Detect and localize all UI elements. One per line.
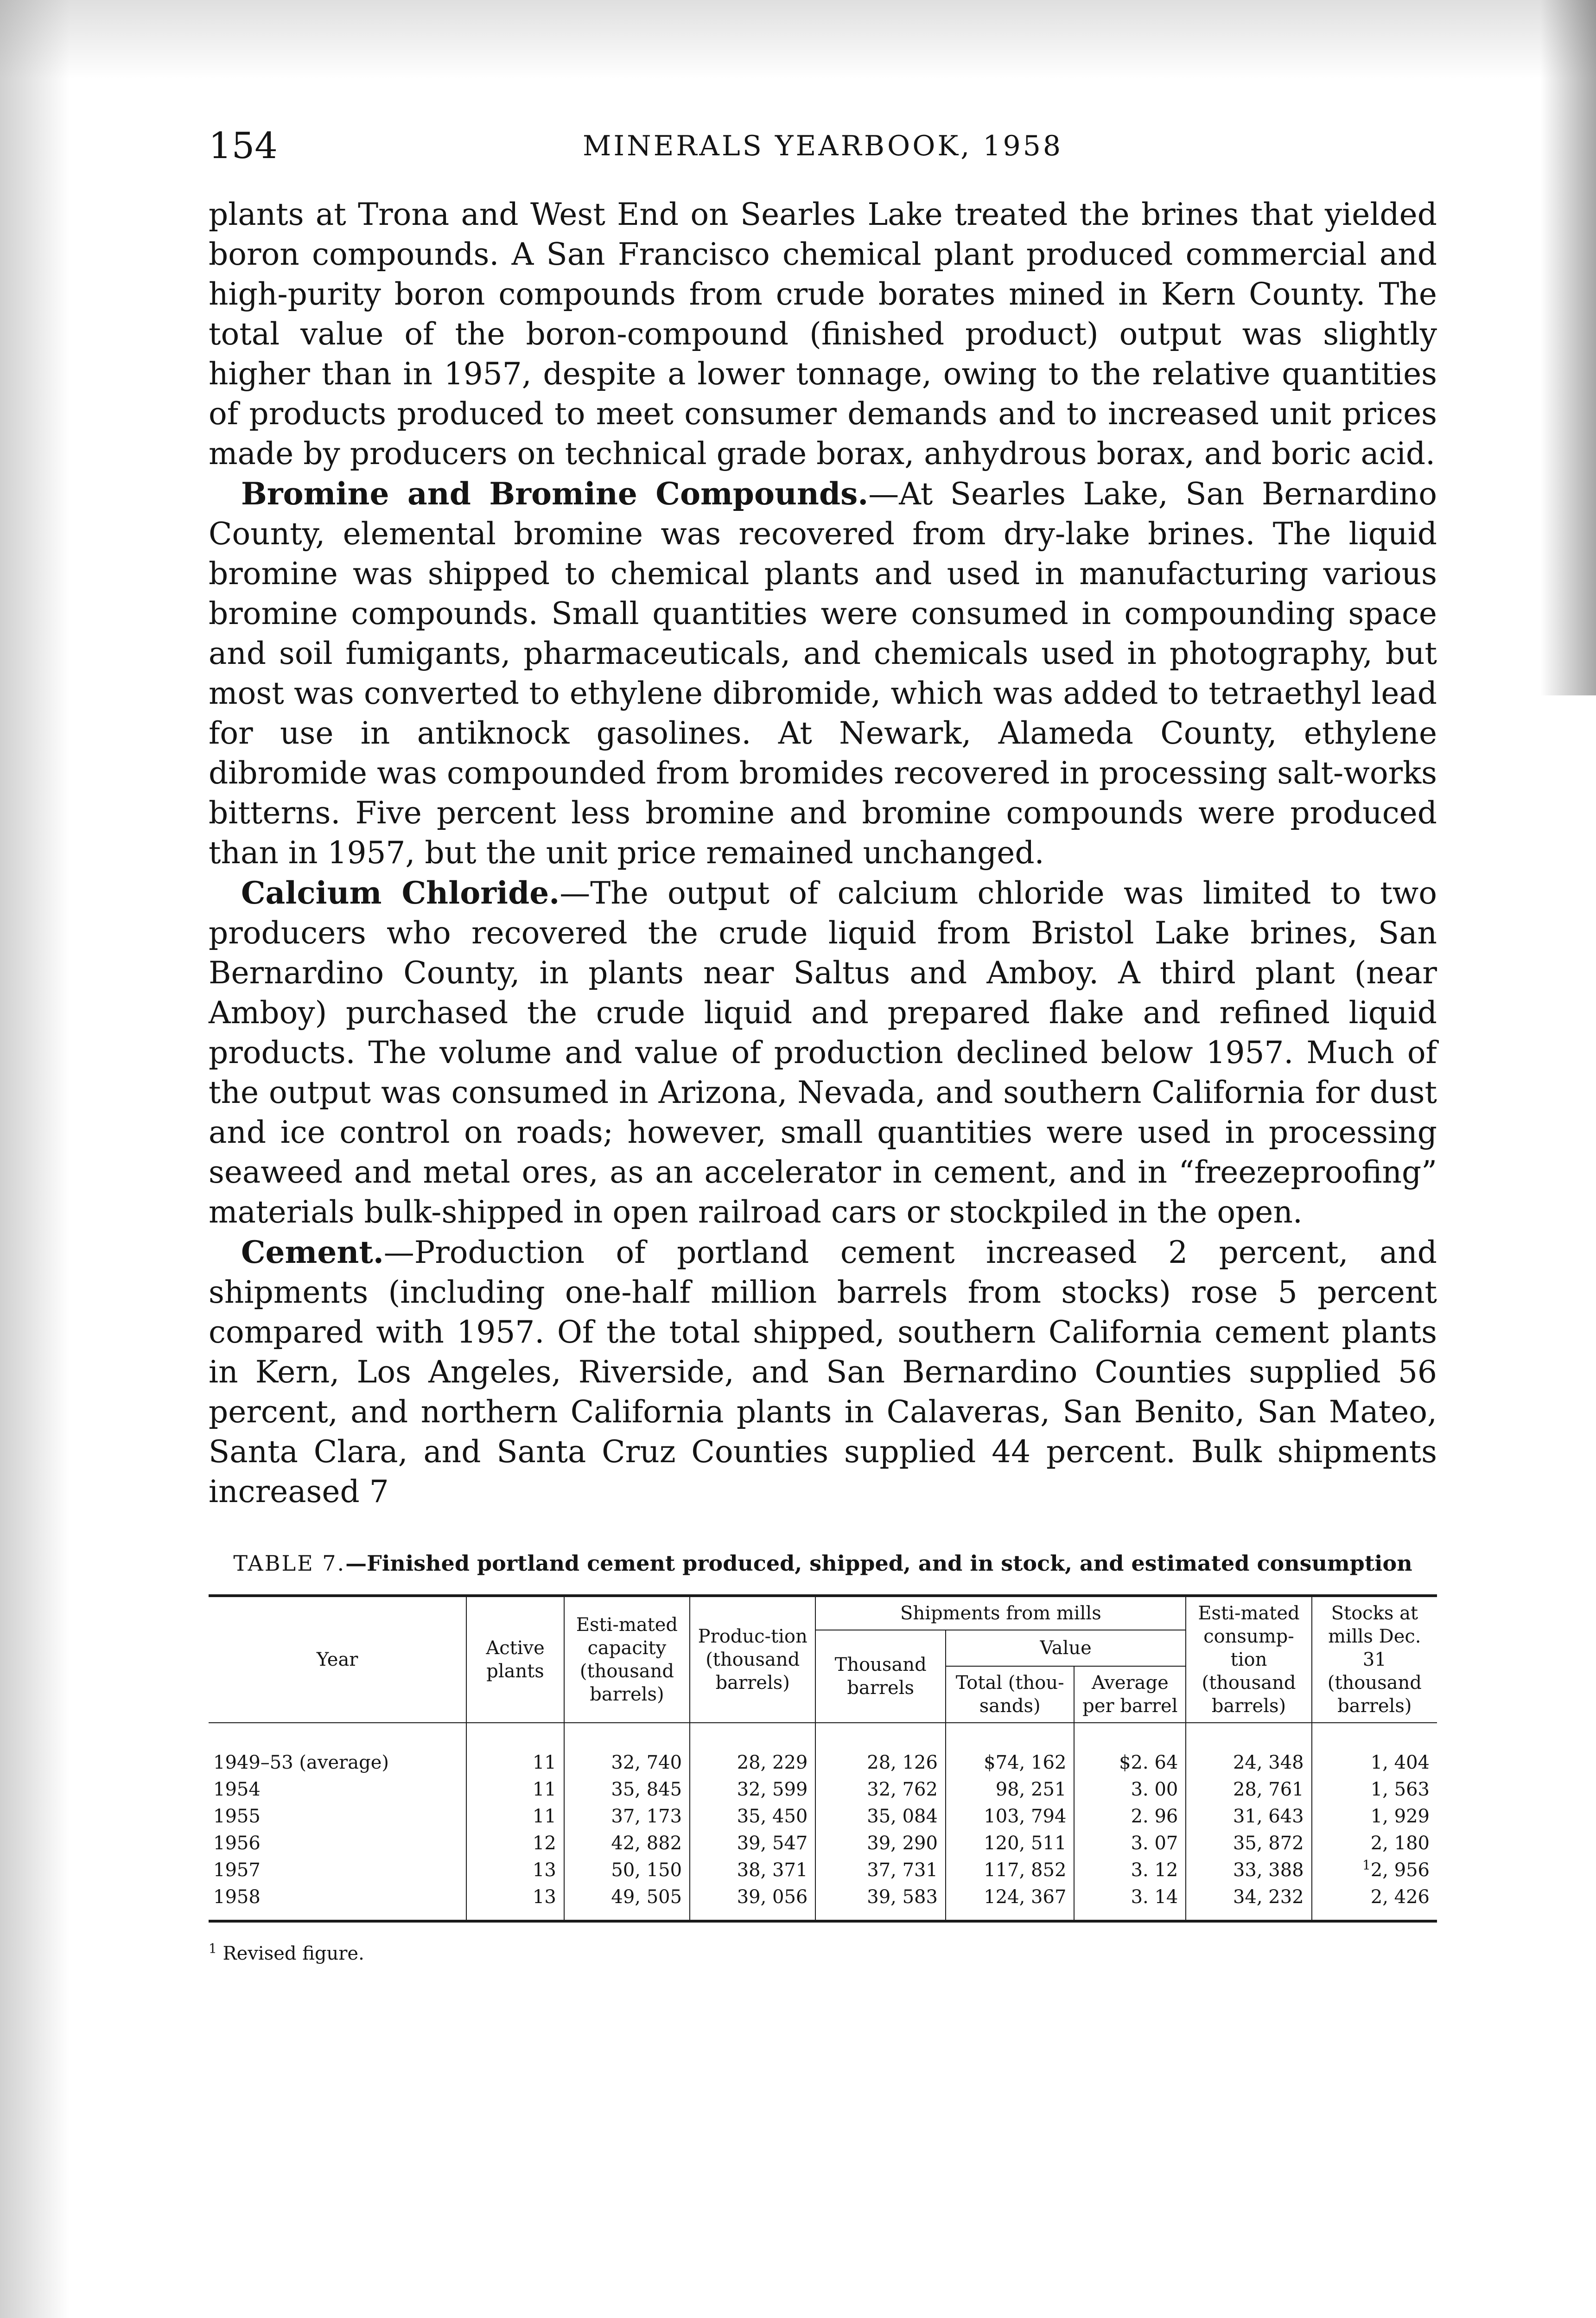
table-row bbox=[209, 1884, 1437, 1921]
cell-capacity: 49, 505 bbox=[564, 1884, 690, 1921]
cell-consumption: 24, 348 bbox=[1186, 1723, 1311, 1776]
cell-value-total: 117, 852 bbox=[946, 1857, 1074, 1884]
running-head bbox=[209, 116, 1437, 195]
header-capacity: Esti-mated capacity (thousand barrels) bbox=[564, 1596, 690, 1723]
cell-value-average: 3. 07 bbox=[1074, 1830, 1186, 1857]
cell-production: 35, 450 bbox=[690, 1803, 815, 1830]
cell-consumption: 31, 643 bbox=[1186, 1803, 1311, 1830]
header-production: Produc-tion (thousand barrels) bbox=[690, 1596, 815, 1723]
cell-value-average: 3. 14 bbox=[1074, 1884, 1186, 1921]
cell-stocks-value: 2, 426 bbox=[1370, 1886, 1430, 1908]
scan-shadow-top bbox=[0, 0, 1596, 79]
header-value-group: Value bbox=[946, 1630, 1186, 1666]
cell-capacity: 35, 845 bbox=[564, 1776, 690, 1803]
table-title bbox=[209, 1549, 1437, 1578]
paragraph-boron bbox=[209, 195, 1437, 474]
header-shipments-group: Shipments from mills bbox=[815, 1596, 1186, 1630]
paragraph-heading: Bromine and Bromine Compounds. bbox=[241, 476, 869, 512]
cell-production: 32, 599 bbox=[690, 1776, 815, 1803]
cell-production: 38, 371 bbox=[690, 1857, 815, 1884]
cell-consumption: 34, 232 bbox=[1186, 1884, 1311, 1921]
footnote-text: Revised figure. bbox=[223, 1943, 364, 1964]
cell-shipped: 35, 084 bbox=[815, 1803, 946, 1830]
table-label: TABLE 7. bbox=[233, 1551, 346, 1576]
cell-stocks bbox=[1312, 1830, 1437, 1857]
table-row bbox=[209, 1803, 1437, 1830]
header-year: Year bbox=[209, 1596, 466, 1723]
cell-consumption: 28, 761 bbox=[1186, 1776, 1311, 1803]
header-value-average: Average per barrel bbox=[1074, 1666, 1186, 1723]
cell-plants: 13 bbox=[466, 1857, 564, 1884]
cell-consumption: 33, 388 bbox=[1186, 1857, 1311, 1884]
cell-stocks bbox=[1312, 1857, 1437, 1884]
cell-stocks bbox=[1312, 1803, 1437, 1830]
cell-plants: 11 bbox=[466, 1803, 564, 1830]
header-stocks: Stocks at mills Dec. 31 (thousand barrels) bbox=[1312, 1596, 1437, 1723]
paragraph-cement bbox=[209, 1232, 1437, 1512]
cell-stocks-value: 1, 563 bbox=[1370, 1779, 1430, 1800]
cell-plants: 11 bbox=[466, 1776, 564, 1803]
cell-value-average: $2. 64 bbox=[1074, 1723, 1186, 1776]
table-row bbox=[209, 1776, 1437, 1803]
header-consumption: Esti-mated consump-tion (thousand barrels) bbox=[1186, 1596, 1311, 1723]
cell-shipped: 28, 126 bbox=[815, 1723, 946, 1776]
cell-stocks-value: 2, 956 bbox=[1370, 1859, 1430, 1881]
cell-production: 39, 547 bbox=[690, 1830, 815, 1857]
paragraph-text: —Production of portland cement increased 2 percent, and shipments (including one-half million barrels from stocks) rose 5 percent compared with 1957. Of the total shipped, southern California cement plants in Kern, Los Angeles, Riverside, and San Bernardino Counties supplied 56 percent, and northern California plants in Calaveras, San Benito, San Mateo, Santa Clara, and Santa Cruz Counties supplied 44 percent. Bulk shipments increased 7 bbox=[209, 1235, 1437, 1509]
footnote-marker: 1 bbox=[209, 1941, 217, 1956]
table-row bbox=[209, 1857, 1437, 1884]
table-row bbox=[209, 1830, 1437, 1857]
cell-stocks-value: 1, 929 bbox=[1370, 1806, 1430, 1827]
cell-year: 1956 bbox=[213, 1833, 261, 1854]
cell-capacity: 50, 150 bbox=[564, 1857, 690, 1884]
cell-shipped: 39, 290 bbox=[815, 1830, 946, 1857]
cell-stocks bbox=[1312, 1776, 1437, 1803]
running-title: MINERALS YEARBOOK, 1958 bbox=[582, 130, 1063, 162]
cell-production: 39, 056 bbox=[690, 1884, 815, 1921]
paragraph-bromine bbox=[209, 474, 1437, 873]
cell-shipped: 32, 762 bbox=[815, 1776, 946, 1803]
cell-production: 28, 229 bbox=[690, 1723, 815, 1776]
cell-stocks-value: 2, 180 bbox=[1370, 1833, 1430, 1854]
paragraph-text: —The output of calcium chloride was limited to two producers who recovered the crude liquid from Bristol Lake brines, San Bernardino County, in plants near Saltus and Amboy. A third plant (near Amboy) purchased the crude liquid and prepared flake and refined liquid products. The volume and value of production declined below 1957. Much of the output was consumed in Arizona, Nevada, and southern California for dust and ice control on roads; however, small quantities were used in processing seaweed and metal ores, as an accelerator in cement, and in “freezeproofing” materials bulk-shipped in open railroad cars or stockpiled in the open. bbox=[209, 875, 1437, 1230]
cell-capacity: 32, 740 bbox=[564, 1723, 690, 1776]
page-number: 154 bbox=[209, 125, 278, 167]
cell-shipped: 39, 583 bbox=[815, 1884, 946, 1921]
cell-year: 1955 bbox=[213, 1806, 261, 1827]
document-page bbox=[209, 116, 1437, 1964]
cell-value-average: 3. 12 bbox=[1074, 1857, 1186, 1884]
paragraph-text: —At Searles Lake, San Bernardino County, elemental bromine was recovered from dry-lake brines. The liquid bromine was shipped to chemical plants and used in manufacturing various bromine compounds. Small quantities were consumed in compounding space and soil fumigants, pharmaceuticals, and chemicals used in photography, but most was converted to ethylene dibromide, which was added to tetraethyl lead for use in antiknock gasolines. At Newark, Alameda County, ethylene dibromide was compounded from bromides recovered in processing salt-works bitterns. Five percent less bromine and bromine compounds were produced than in 1957, but the unit price remained unchanged. bbox=[209, 476, 1437, 871]
cell-plants: 13 bbox=[466, 1884, 564, 1921]
paragraph-calcium-chloride bbox=[209, 873, 1437, 1232]
cement-table bbox=[209, 1594, 1437, 1923]
cell-year: 1954 bbox=[213, 1779, 261, 1800]
cell-stocks bbox=[1312, 1723, 1437, 1776]
cell-value-total: 120, 511 bbox=[946, 1830, 1074, 1857]
paragraph-text: plants at Trona and West End on Searles Lake treated the brines that yielded boron compounds. A San Francisco chemical plant produced commercial and high-purity boron compounds from crude borates mined in Kern County. The total value of the boron-compound (finished product) output was slightly higher than in 1957, despite a lower tonnage, owing to the relative quantities of products produced to meet consumer demands and to increased unit prices made by producers on technical grade borax, anhydrous borax, and boric acid. bbox=[209, 197, 1437, 471]
cell-plants: 12 bbox=[466, 1830, 564, 1857]
header-value-total: Total (thou-sands) bbox=[946, 1666, 1074, 1723]
cell-plants: 11 bbox=[466, 1723, 564, 1776]
cell-year: 1958 bbox=[213, 1886, 261, 1908]
footnote-marker: 1 bbox=[1362, 1857, 1371, 1873]
cell-value-average: 2. 96 bbox=[1074, 1803, 1186, 1830]
cell-consumption: 35, 872 bbox=[1186, 1830, 1311, 1857]
header-active-plants: Active plants bbox=[466, 1596, 564, 1723]
scan-shadow-left bbox=[0, 0, 70, 2318]
cell-value-total: 124, 367 bbox=[946, 1884, 1074, 1921]
cell-value-total: 98, 251 bbox=[946, 1776, 1074, 1803]
scan-shadow-right bbox=[1540, 0, 1596, 695]
cell-year: 1957 bbox=[213, 1859, 261, 1881]
cell-stocks bbox=[1312, 1884, 1437, 1921]
cell-shipped: 37, 731 bbox=[815, 1857, 946, 1884]
table-footnote bbox=[209, 1943, 1437, 1964]
cell-value-average: 3. 00 bbox=[1074, 1776, 1186, 1803]
table-row bbox=[209, 1723, 1437, 1776]
paragraph-heading: Cement. bbox=[241, 1234, 384, 1270]
header-thousand-barrels: Thousand barrels bbox=[815, 1630, 946, 1723]
cell-capacity: 37, 173 bbox=[564, 1803, 690, 1830]
cell-value-total: $74, 162 bbox=[946, 1723, 1074, 1776]
cell-capacity: 42, 882 bbox=[564, 1830, 690, 1857]
body-text bbox=[209, 195, 1437, 1512]
cell-stocks-value: 1, 404 bbox=[1370, 1752, 1430, 1773]
paragraph-heading: Calcium Chloride. bbox=[241, 875, 560, 911]
cell-year: 1949–53 (average) bbox=[213, 1752, 389, 1773]
cell-value-total: 103, 794 bbox=[946, 1803, 1074, 1830]
table-caption: —Finished portland cement produced, shipped, and in stock, and estimated consumption bbox=[345, 1551, 1412, 1576]
